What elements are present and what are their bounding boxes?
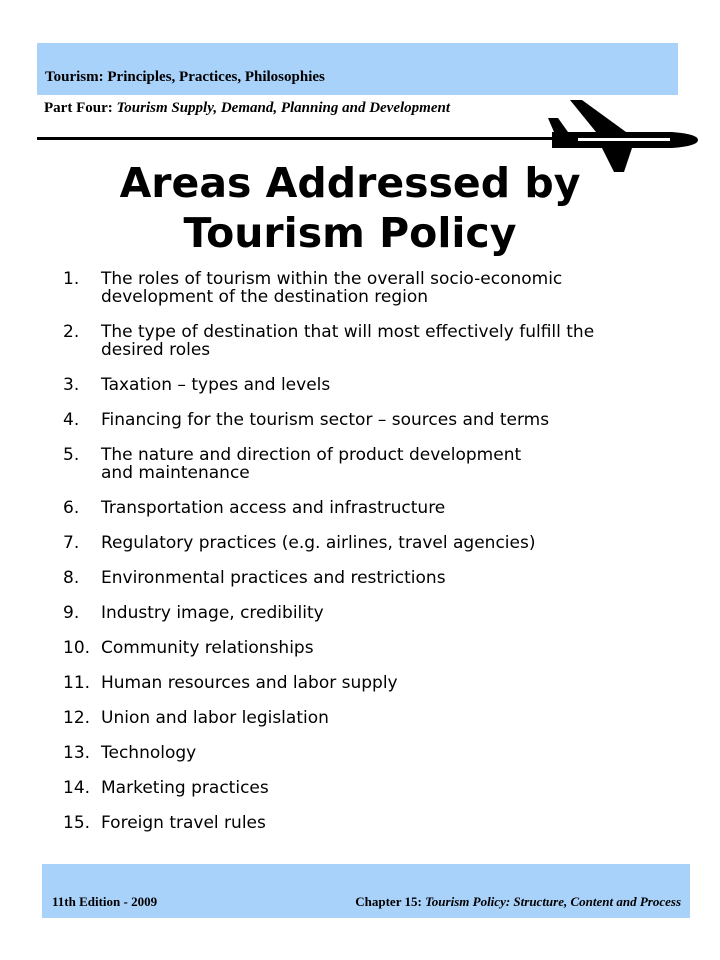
item-text: Industry image, credibility: [101, 603, 324, 623]
item-text: development of the destination region: [101, 287, 429, 307]
list-item: [63, 270, 663, 306]
item-number: 14.: [63, 778, 91, 798]
item-text: Financing for the tourism sector – sources and terms: [101, 410, 550, 430]
title-line-1: Areas Addressed by: [119, 159, 581, 207]
item-text: The nature and direction of product development: [101, 445, 522, 465]
list-item: [63, 446, 663, 482]
item-number: 11.: [63, 673, 91, 693]
item-text: Foreign travel rules: [101, 813, 266, 833]
item-number: 9.: [63, 603, 80, 623]
header-rule: [37, 137, 577, 140]
list-item: [63, 534, 663, 552]
item-text: and maintenance: [101, 463, 250, 483]
list-item: [63, 709, 663, 727]
book-title: Tourism: Principles, Practices, Philosophies: [45, 69, 325, 85]
list-item: [63, 814, 663, 832]
list-item: [63, 744, 663, 762]
item-text: Environmental practices and restrictions: [101, 568, 446, 588]
list-item: [63, 779, 663, 797]
list-item: [63, 639, 663, 657]
item-number: 8.: [63, 568, 80, 588]
part-label: Part Four:: [44, 100, 113, 116]
item-number: 2.: [63, 322, 80, 342]
item-number: 13.: [63, 743, 91, 763]
item-text: The type of destination that will most effectively fulfill the: [101, 322, 595, 342]
item-number: 10.: [63, 638, 91, 658]
item-text: Human resources and labor supply: [101, 673, 398, 693]
list-item: [63, 569, 663, 587]
item-text: Union and labor legislation: [101, 708, 329, 728]
item-number: 15.: [63, 813, 91, 833]
chapter-title: Tourism Policy: Structure, Content and Process: [425, 894, 681, 909]
item-number: 6.: [63, 498, 80, 518]
item-text: Technology: [101, 743, 197, 763]
list-item: [63, 376, 663, 394]
item-text: Marketing practices: [101, 778, 269, 798]
list-item: [63, 499, 663, 517]
edition-label: 11th Edition - 2009: [52, 894, 158, 909]
chapter-label: Chapter 15:: [355, 894, 422, 909]
list-item: [63, 411, 663, 429]
list-item: [63, 323, 663, 359]
slide-title: [40, 158, 660, 258]
item-text: Transportation access and infrastructure: [101, 498, 446, 518]
item-number: 5.: [63, 445, 80, 465]
policy-areas-list: [63, 270, 663, 832]
chapter-heading: [355, 894, 681, 910]
list-item: [63, 674, 663, 692]
item-text: The roles of tourism within the overall socio-economic: [101, 269, 563, 289]
item-text: desired roles: [101, 340, 211, 360]
item-number: 7.: [63, 533, 80, 553]
item-number: 3.: [63, 375, 80, 395]
item-number: 4.: [63, 410, 80, 430]
item-text: Taxation – types and levels: [101, 375, 331, 395]
item-number: 1.: [63, 269, 80, 289]
part-title: Tourism Supply, Demand, Planning and Development: [116, 100, 450, 116]
list-item: [63, 604, 663, 622]
item-text: Regulatory practices (e.g. airlines, travel agencies): [101, 533, 536, 553]
title-line-2: Tourism Policy: [183, 209, 517, 257]
item-number: 12.: [63, 708, 91, 728]
part-heading: [44, 100, 450, 117]
item-text: Community relationships: [101, 638, 314, 658]
